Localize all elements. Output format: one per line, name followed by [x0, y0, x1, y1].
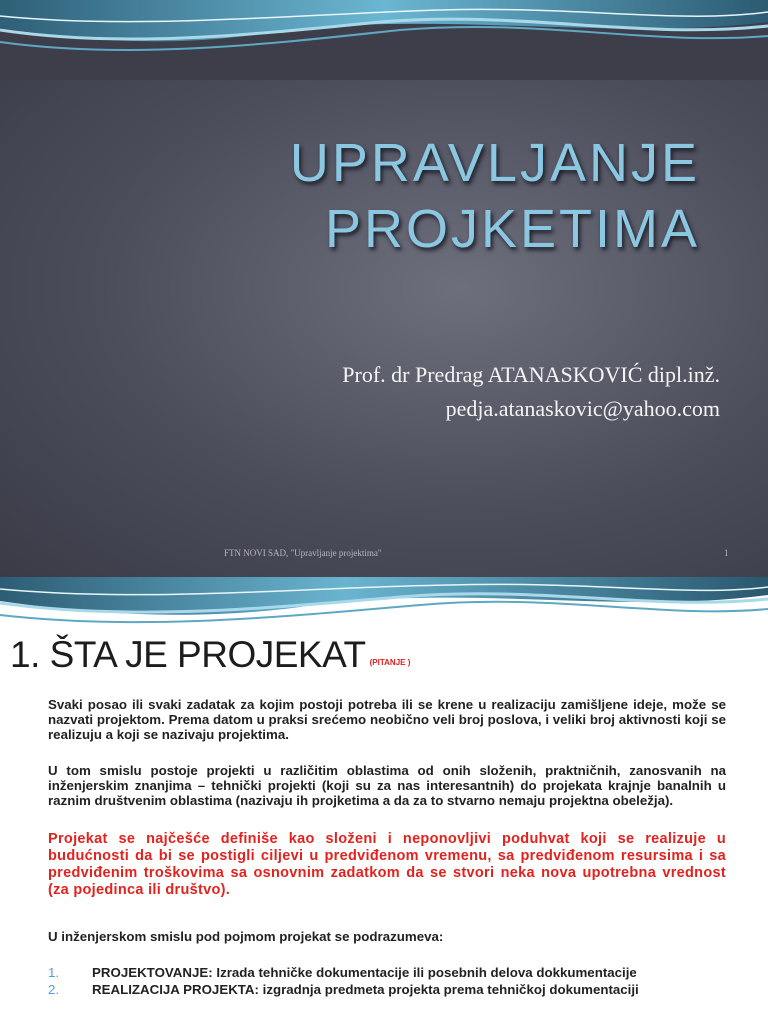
decorative-waves	[0, 0, 768, 80]
author-block	[342, 358, 720, 426]
author-name: Prof. dr Predrag ATANASKOVIĆ dipl.inž.	[342, 362, 720, 387]
paragraph-1: Svaki posao ili svaki zadatak za kojim postoji potreba ili se krene u realizaciju zamišljene ideje, može se nazvati projektom. Prema datom u praksi srećemo neobično veli broj poslova, i veliki broj aktivnosti koji se realizuju a koji se nazivaju projektima.	[48, 697, 726, 742]
content-slide	[0, 577, 768, 1024]
heading-question-tag: (PITANJE )	[369, 658, 411, 668]
paragraph-3: U inženjerskom smislu pod pojmom projekat se podrazumeva:	[48, 929, 444, 944]
title-line-2: PROJKETIMA	[324, 199, 700, 259]
list-number: 2.	[48, 982, 60, 997]
paragraph-2: U tom smislu postoje projekti u različitim oblastima od onih složenih, praktničnih, zanosvanih na inženjerskim znanjima – tehnički projekti (koji su za nas interesantnih) do projekata krajnje banalnih u raznim društvenim oblastima (nazivaju ih projketima a da za to stvarno nemaju projektna obeležja).	[48, 763, 726, 808]
list-text: PROJEKTOVANJE: Izrada tehničke dokumentacije ili posebnih delova dokkumentacije	[92, 965, 637, 980]
list-text: REALIZACIJA PROJEKTA: izgradnja predmeta projekta prema tehničkoj dokumentaciji	[92, 982, 639, 997]
slide-title	[0, 130, 768, 262]
author-email: pedja.atanaskovic@yahoo.com	[445, 396, 720, 421]
heading-text: 1. ŠTA JE PROJEKAT	[10, 634, 366, 675]
list-number: 1.	[48, 965, 60, 980]
section-heading	[10, 634, 410, 676]
decorative-waves	[0, 577, 768, 635]
numbered-list	[48, 964, 748, 998]
title-line-1: UPRAVLJANJE	[289, 133, 700, 193]
definition-paragraph: Projekat se najčešće definiše kao složeni i neponovljivi poduhvat koji se realizuje u budućnosti da bi se postigli ciljevi u predviđenom vremenu, sa predviđenom resursima i sa predviđenim troškovima sa osnovnim zadatkom da se stvori neka nova upotrebna vrednost (za pojedinca ili društvo).	[48, 831, 726, 898]
slide-page-number: 1	[724, 548, 729, 558]
list-item	[48, 964, 748, 981]
slide-footer: FTN NOVI SAD, "Upravljanje projektima"	[224, 548, 382, 558]
list-item	[48, 981, 748, 998]
